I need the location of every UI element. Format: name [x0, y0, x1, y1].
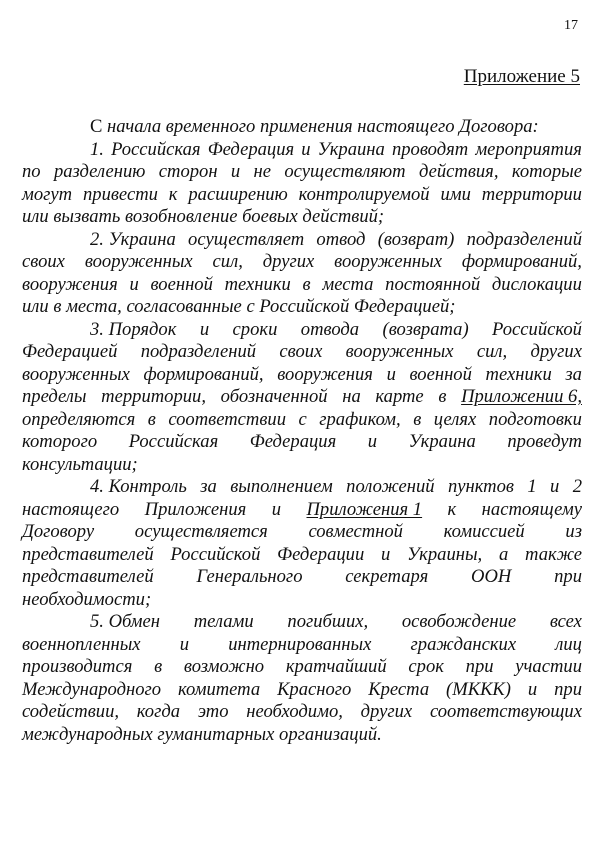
numbered-item-2 — [22, 229, 582, 319]
appendix-reference-link[interactable]: Приложения 1 — [306, 498, 423, 520]
page-number: 17 — [564, 18, 578, 33]
text-line: или в места, согласованные с Российской Федерацией; — [22, 296, 456, 317]
text-line: представителей Российской Федерации и Украины, а также — [22, 543, 582, 565]
text-line: производится в возможно кратчайший срок при участии — [22, 656, 582, 677]
numbered-item-3 — [22, 319, 582, 477]
numbered-item-5 — [22, 611, 582, 746]
text-line: необходимости; — [22, 588, 152, 610]
text-line: представителей Генерального секретаря ООН при — [22, 566, 582, 587]
text-line: международных гуманитарных организаций. — [22, 723, 382, 745]
text-line: 1. Российская Федерация и Украина проводят мероприятия — [90, 138, 582, 160]
appendix-reference-link[interactable]: Приложении 6, — [461, 386, 582, 407]
text-line: военнопленных и интернированных гражданских лиц — [22, 633, 582, 655]
text-line: которого Российская Федерация и Украина проведут — [22, 431, 582, 452]
text-line: или вызвать возобновление боевых действий; — [22, 206, 385, 227]
text-line: могут привести к расширению контролируемой ими территории — [22, 183, 582, 205]
text-line: 5. Обмен телами погибших, освобождение всех — [90, 611, 582, 632]
text-line: по разделению сторон и не осуществляют действия, которые — [22, 161, 582, 182]
text-line: Международного комитета Красного Креста (МККК) и при — [22, 678, 582, 700]
text-line: настоящего Приложения и Приложения 1 к настоящему — [22, 498, 582, 520]
appendix-title: Приложение 5 — [463, 66, 580, 87]
text-line: 3. Порядок и сроки отвода (возврата) Российской — [90, 318, 582, 340]
intro-lead-letter: С — [90, 116, 103, 137]
document-body — [22, 116, 582, 746]
numbered-item-1 — [22, 139, 582, 229]
text-line: Договору осуществляется совместной комиссией из — [22, 521, 582, 542]
text-line: вооружения и военной техники в места постоянной дислокации — [22, 273, 582, 295]
text-line: 4. Контроль за выполнением положений пунктов 1 и 2 — [90, 476, 582, 497]
intro-line — [22, 116, 582, 139]
text-line: вооруженных формирований, вооружения и военной техники за — [22, 363, 582, 385]
text-line: 2. Украина осуществляет отвод (возврат) подразделений — [90, 228, 582, 250]
text-line: содействии, когда это необходимо, других соответствующих — [22, 701, 582, 722]
numbered-item-4 — [22, 476, 582, 611]
text-line: своих вооруженных сил, других вооруженных формирований, — [22, 251, 582, 272]
text-line: определяются в соответствии с графиком, в целях подготовки — [22, 408, 582, 430]
intro-text: начала временного применения настоящего Договора: — [102, 116, 539, 137]
numbered-items — [22, 139, 582, 747]
text-line: Федерацией подразделений своих вооруженных сил, других — [22, 341, 582, 362]
text-line: пределы территории, обозначенной на карте в Приложении 6, — [22, 386, 582, 407]
text-line: консультации; — [22, 453, 138, 475]
